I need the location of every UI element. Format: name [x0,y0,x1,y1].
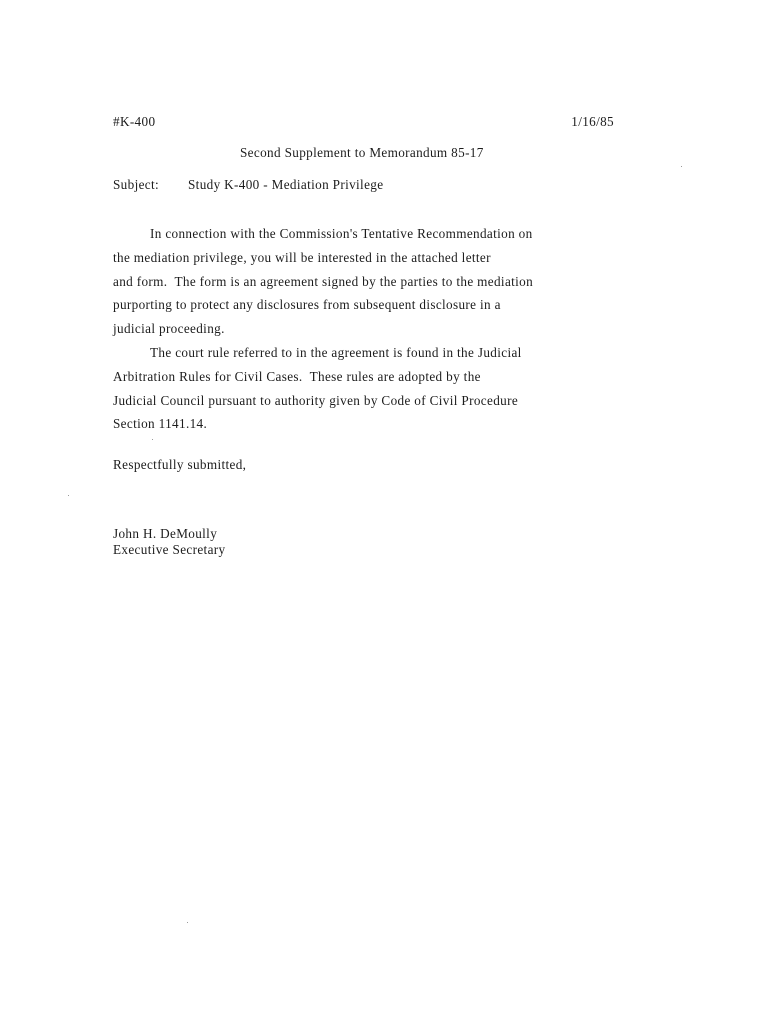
body-line: and form. The form is an agreement signed by the parties to the mediation [113,273,534,289]
body-line: In connection with the Commission's Tentative Recommendation on [150,226,533,241]
scan-speck [681,166,682,167]
body-line: Arbitration Rules for Civil Cases. These rules are adopted by the [113,368,481,384]
subject-line [113,177,383,193]
scan-speck [152,439,153,440]
scan-speck [187,922,188,923]
body-line: purporting to protect any disclosures from subsequent disclosure in a [113,297,501,313]
body-line: Judicial Council pursuant to authority given by Code of Civil Procedure [113,392,519,408]
memo-body [113,222,683,436]
document-date: 1/16/85 [571,114,614,129]
body-line: the mediation privilege, you will be interested in the attached letter [113,249,491,265]
signature-name: John H. DeMoully [113,526,218,541]
document-id: #K-400 [113,114,156,129]
body-line: Section 1141.14. [113,416,208,432]
body-line: judicial proceeding. [113,321,225,337]
memo-title: Second Supplement to Memorandum 85-17 [240,145,484,160]
signature-title: Executive Secretary [113,542,226,557]
scan-speck [68,495,69,496]
subject-label: Subject: [113,177,160,192]
body-line: The court rule referred to in the agreement is found in the Judicial [150,344,522,360]
subject-text: Study K-400 - Mediation Privilege [188,177,384,192]
closing: Respectfully submitted, [113,457,247,472]
